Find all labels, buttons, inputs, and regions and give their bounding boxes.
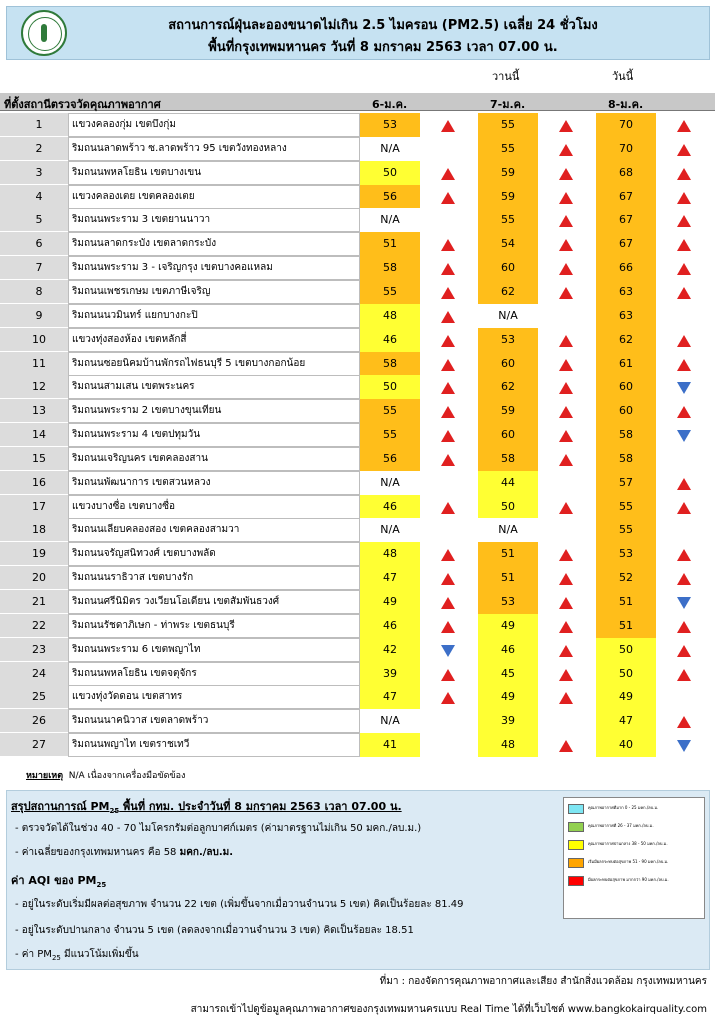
- pm25-value: N/A: [478, 304, 538, 328]
- table-row: [0, 137, 715, 161]
- pm25-value: 60: [596, 399, 656, 423]
- station-location: ริมถนนพระราม 6 เขตพญาไท: [68, 638, 360, 662]
- pm25-value: 56: [360, 185, 420, 209]
- trend-up-icon: [441, 669, 455, 681]
- legend-item-good: คุณภาพอากาศดี 26 - 37 มคก./ลบ.ม.: [568, 820, 702, 834]
- table-row: [0, 304, 715, 328]
- pm25-value: 50: [360, 375, 420, 399]
- pm25-value: 42: [360, 638, 420, 662]
- summary-average: - ค่าเฉลี่ยของกรุงเทพมหานคร คือ 58 มคก./ลบ.ม.: [15, 847, 234, 858]
- pm25-value: N/A: [360, 518, 420, 542]
- pm25-value: 52: [596, 566, 656, 590]
- pm25-value: 50: [360, 161, 420, 185]
- pm25-value: 48: [360, 542, 420, 566]
- pm25-value: 39: [360, 662, 420, 686]
- report-subtitle: พื้นที่กรุงเทพมหานคร วันที่ 8 มกราคม 2563 เวลา 07.00 น.: [208, 40, 558, 55]
- trend-up-icon: [559, 120, 573, 132]
- pm25-value: 62: [596, 328, 656, 352]
- trend-up-icon: [559, 215, 573, 227]
- pm25-value: 47: [596, 709, 656, 733]
- summary-title: สรุปสถานการณ์ $PM_{25}$ พื้นที่ กทม. ประจำวันที่ 8 มกราคม 2563 เวลา 07.00 น.: [11, 800, 402, 816]
- trend-up-icon: [677, 502, 691, 514]
- trend-up-icon: [677, 263, 691, 275]
- pm25-value: 46: [478, 638, 538, 662]
- trend-up-icon: [441, 311, 455, 323]
- table-row: [0, 685, 715, 709]
- station-location: ริมถนนนราธิวาส เขตบางรัก: [68, 566, 360, 590]
- pm25-value: 60: [478, 352, 538, 376]
- pm25-value: 60: [478, 256, 538, 280]
- station-location: ริมถนนสามเสน เขตพระนคร: [68, 375, 360, 399]
- pm25-value: N/A: [360, 471, 420, 495]
- trend-up-icon: [677, 359, 691, 371]
- day2-column-header: 7-ม.ค.: [490, 98, 526, 111]
- station-number: 10: [32, 332, 46, 346]
- trend-up-icon: [559, 692, 573, 704]
- table-header: [0, 93, 715, 111]
- pm25-value: 49: [596, 685, 656, 709]
- pm25-value: N/A: [360, 208, 420, 232]
- trend-up-icon: [677, 478, 691, 490]
- station-location: ริมถนนเลียบคลองสอง เขตคลองสามวา: [68, 518, 360, 542]
- aqi-title: ค่า AQI ของ $PM_{25}$: [11, 874, 107, 890]
- pm25-value: 48: [360, 304, 420, 328]
- table-row: [0, 662, 715, 686]
- table-row: [0, 161, 715, 185]
- trend-up-icon: [677, 335, 691, 347]
- trend-up-icon: [441, 192, 455, 204]
- pm25-value: 58: [596, 423, 656, 447]
- station-location: แขวงทุ่งสองห้อง เขตหลักสี่: [68, 328, 360, 352]
- trend-up-icon: [677, 406, 691, 418]
- trend-up-icon: [559, 430, 573, 442]
- trend-up-icon: [559, 597, 573, 609]
- pm25-value: 46: [360, 495, 420, 519]
- trend-down-icon: [677, 382, 691, 394]
- trend-up-icon: [441, 454, 455, 466]
- station-number: 20: [32, 571, 46, 585]
- table-row: [0, 518, 715, 542]
- station-location: ริมถนนเพชรเกษม เขตภาษีเจริญ: [68, 280, 360, 304]
- station-location: ริมถนนลาดพร้าว ซ.ลาดพร้าว 95 เขตวังทองหลาง: [68, 137, 360, 161]
- trend-up-icon: [441, 692, 455, 704]
- aqi-legend: [563, 797, 705, 919]
- trend-up-icon: [677, 168, 691, 180]
- table-row: [0, 590, 715, 614]
- trend-up-icon: [559, 192, 573, 204]
- station-number: 26: [32, 714, 46, 728]
- trend-up-icon: [441, 573, 455, 585]
- pm25-value: 62: [478, 280, 538, 304]
- station-location: ริมถนนเจริญนคร เขตคลองสาน: [68, 447, 360, 471]
- pm25-value: 47: [360, 566, 420, 590]
- trend-up-icon: [677, 573, 691, 585]
- station-location: ริมถนนพหลโยธิน เขตบางเขน: [68, 161, 360, 185]
- pm25-value: 68: [596, 161, 656, 185]
- trend-up-icon: [677, 144, 691, 156]
- station-number: 23: [32, 642, 46, 656]
- trend-up-icon: [559, 359, 573, 371]
- pm25-value: 44: [478, 471, 538, 495]
- data-source: ที่มา : กองจัดการคุณภาพอากาศและเสียง สำนักสิ่งแวดล้อม กรุงเทพมหานคร: [379, 976, 707, 987]
- table-row: [0, 542, 715, 566]
- trend-up-icon: [441, 549, 455, 561]
- pm25-value: 55: [478, 113, 538, 137]
- pm25-value: 62: [478, 375, 538, 399]
- table-row: [0, 256, 715, 280]
- station-number: 3: [35, 165, 43, 179]
- station-location: แขวงบางซื่อ เขตบางซื่อ: [68, 495, 360, 519]
- trend-up-icon: [677, 215, 691, 227]
- pm25-value: 45: [478, 662, 538, 686]
- station-location: แขวงคลองเตย เขตคลองเตย: [68, 185, 360, 209]
- trend-up-icon: [677, 120, 691, 132]
- pm25-value: 70: [596, 137, 656, 161]
- pm25-value: 55: [360, 423, 420, 447]
- table-row: [0, 375, 715, 399]
- pm25-value: 58: [360, 256, 420, 280]
- aqi-unhealthy-count: - อยู่ในระดับเริ่มมีผลต่อสุขภาพ จำนวน 22 เขต (เพิ่มขึ้นจากเมื่อวานจำนวน 5 เขต) คิดเป็นร้อยละ 81.49: [15, 899, 464, 910]
- trend-up-icon: [441, 621, 455, 633]
- pm25-value: 54: [478, 232, 538, 256]
- table-row: [0, 614, 715, 638]
- station-location: ริมถนนพระราม 3 - เจริญกรุง เขตบางคอแหลม: [68, 256, 360, 280]
- legend-item-unhealthy: มีผลกระทบต่อสุขภาพ มากกว่า 90 มคก./ลบ.ม.: [568, 874, 702, 888]
- trend-up-icon: [559, 239, 573, 251]
- table-row: [0, 328, 715, 352]
- pm25-value: 53: [478, 328, 538, 352]
- pm25-value: 59: [478, 185, 538, 209]
- trend-up-icon: [441, 335, 455, 347]
- pm25-value: 67: [596, 185, 656, 209]
- day3-column-header: 8-ม.ค.: [608, 98, 644, 111]
- pm25-value: 49: [478, 614, 538, 638]
- trend-up-icon: [677, 287, 691, 299]
- trend-up-icon: [559, 454, 573, 466]
- pm25-value: 66: [596, 256, 656, 280]
- bma-logo-icon: [21, 10, 67, 56]
- trend-up-icon: [441, 597, 455, 609]
- station-location: ริมถนนซอยนิคมบ้านพักรถไฟธนบุรี 5 เขตบางกอกน้อย: [68, 352, 360, 376]
- pm25-value: 51: [360, 232, 420, 256]
- station-number: 5: [35, 213, 43, 227]
- station-number: 4: [35, 189, 43, 203]
- table-row: [0, 471, 715, 495]
- trend-down-icon: [677, 597, 691, 609]
- table-row: [0, 447, 715, 471]
- pm25-value: 51: [596, 614, 656, 638]
- pm25-value: N/A: [360, 137, 420, 161]
- station-location: ริมถนนพัฒนาการ เขตสวนหลวง: [68, 471, 360, 495]
- trend-up-icon: [441, 168, 455, 180]
- trend-up-icon: [441, 406, 455, 418]
- table-row: [0, 566, 715, 590]
- legend-item-very-good: คุณภาพอากาศดีมาก 0 - 25 มคก./ลบ.ม.: [568, 802, 702, 816]
- table-row: [0, 113, 715, 137]
- station-number: 22: [32, 618, 46, 632]
- station-number: 1: [35, 118, 43, 131]
- table-row: [0, 232, 715, 256]
- trend-up-icon: [559, 669, 573, 681]
- trend-up-icon: [677, 716, 691, 728]
- trend-up-icon: [559, 502, 573, 514]
- trend-up-icon: [559, 168, 573, 180]
- station-number: 16: [32, 475, 46, 489]
- pm25-value: 53: [478, 590, 538, 614]
- pm25-value: 53: [596, 542, 656, 566]
- station-location: ริมถนนนวมินทร์ แยกบางกะปิ: [68, 304, 360, 328]
- pm25-value: 67: [596, 208, 656, 232]
- table-row: [0, 638, 715, 662]
- trend-up-icon: [677, 192, 691, 204]
- trend-up-icon: [441, 502, 455, 514]
- trend-up-icon: [677, 549, 691, 561]
- pm25-value: 55: [596, 518, 656, 542]
- station-location: ริมถนนพระราม 4 เขตปทุมวัน: [68, 423, 360, 447]
- station-location: แขวงทุ่งวัดดอน เขตสาทร: [68, 685, 360, 709]
- trend-up-icon: [559, 645, 573, 657]
- station-location: ริมถนนพระราม 2 เขตบางขุนเทียน: [68, 399, 360, 423]
- pm25-value: 48: [478, 733, 538, 757]
- pm25-value: 63: [596, 304, 656, 328]
- pm25-value: 60: [478, 423, 538, 447]
- station-number: 2: [35, 141, 43, 155]
- yesterday-label: วานนี้: [492, 70, 520, 83]
- station-number: 24: [32, 666, 46, 680]
- station-number: 7: [35, 261, 43, 275]
- station-number: 21: [32, 595, 46, 608]
- legend-item-unhealthy-sensitive: เริ่มมีผลกระทบต่อสุขภาพ 51 - 90 มคก./ลบ.ม.: [568, 856, 702, 870]
- pm25-value: 51: [478, 566, 538, 590]
- pm25-value: 46: [360, 614, 420, 638]
- pm25-value: 39: [478, 709, 538, 733]
- station-number: 12: [32, 380, 46, 394]
- trend-up-icon: [677, 239, 691, 251]
- station-number: 18: [32, 523, 46, 537]
- table-row: [0, 423, 715, 447]
- station-number: 6: [35, 237, 43, 251]
- pm25-value: 55: [478, 208, 538, 232]
- pm25-value: 41: [360, 733, 420, 757]
- trend-up-icon: [559, 287, 573, 299]
- pm25-value: 55: [360, 280, 420, 304]
- pm25-value: 55: [596, 495, 656, 519]
- pm25-value: 49: [360, 590, 420, 614]
- pm25-value: 57: [596, 471, 656, 495]
- pm25-value: 53: [360, 113, 420, 137]
- station-number: 14: [32, 428, 46, 442]
- table-row: [0, 352, 715, 376]
- pm25-value: 70: [596, 113, 656, 137]
- station-number: 19: [32, 547, 46, 561]
- trend-up-icon: [559, 382, 573, 394]
- pm25-value: 55: [360, 399, 420, 423]
- station-location: ริมถนนรัชดาภิเษก - ท่าพระ เขตธนบุรี: [68, 614, 360, 638]
- pm25-value: 46: [360, 328, 420, 352]
- pm25-value: 59: [478, 161, 538, 185]
- aqi-moderate-count: - อยู่ในระดับปานกลาง จำนวน 5 เขต (ลดลงจากเมื่อวานจำนวน 3 เขต) คิดเป็นร้อยละ 18.51: [15, 925, 414, 936]
- pm25-value: 56: [360, 447, 420, 471]
- station-location: ริมถนนนาคนิวาส เขตลาดพร้าว: [68, 709, 360, 733]
- trend-down-icon: [677, 430, 691, 442]
- trend-up-icon: [441, 287, 455, 299]
- pm25-value: N/A: [360, 709, 420, 733]
- note-label: หมายเหตุ: [26, 771, 64, 781]
- location-column-header: ที่ตั้งสถานีตรวจวัดคุณภาพอากาศ: [4, 98, 161, 111]
- trend-up-icon: [441, 120, 455, 132]
- station-number: 27: [32, 738, 46, 752]
- station-number: 11: [32, 356, 46, 370]
- trend-up-icon: [441, 430, 455, 442]
- trend-up-icon: [559, 740, 573, 752]
- trend-up-icon: [559, 549, 573, 561]
- website-footer: สามารถเข้าไปดูข้อมูลคุณภาพอากาศของกรุงเทพมหานครแบบ Real Time ได้ที่เว็บไซต์ www.bangkokairquality.com: [190, 1004, 707, 1015]
- station-number: 17: [32, 499, 46, 513]
- station-location: ริมถนนศรีนิมิตร วงเวียนโอเดียน เขตสัมพันธวงศ์: [68, 590, 360, 614]
- trend-down-icon: [441, 645, 455, 657]
- trend-up-icon: [559, 263, 573, 275]
- pm25-value: 58: [478, 447, 538, 471]
- pm25-value: 49: [478, 685, 538, 709]
- trend-up-icon: [559, 335, 573, 347]
- trend-up-icon: [677, 621, 691, 633]
- pm25-value: 50: [478, 495, 538, 519]
- pm-trend: - ค่า $PM_{25}$ มีแนวโน้มเพิ่มขึ้น: [15, 949, 139, 962]
- table-note: [26, 768, 185, 782]
- trend-up-icon: [559, 144, 573, 156]
- station-number: 9: [35, 308, 43, 322]
- today-label: วันนี้: [612, 70, 634, 83]
- pm25-value: 50: [596, 662, 656, 686]
- summary-box: [6, 790, 710, 970]
- trend-up-icon: [559, 621, 573, 633]
- pm25-value: 61: [596, 352, 656, 376]
- pm25-value: 59: [478, 399, 538, 423]
- table-row: [0, 495, 715, 519]
- note-text: N/A เนื่องจากเครื่องมือขัดข้อง: [68, 771, 186, 781]
- table-row: [0, 399, 715, 423]
- pm25-value: 58: [596, 447, 656, 471]
- pm25-value: 50: [596, 638, 656, 662]
- station-location: ริมถนนจรัญสนิทวงศ์ เขตบางพลัด: [68, 542, 360, 566]
- table-row: [0, 185, 715, 209]
- pm25-value: 40: [596, 733, 656, 757]
- trend-up-icon: [559, 573, 573, 585]
- trend-up-icon: [441, 239, 455, 251]
- trend-up-icon: [677, 669, 691, 681]
- pm25-value: 63: [596, 280, 656, 304]
- legend-item-moderate: คุณภาพอากาศปานกลาง 38 - 50 มคก./ลบ.ม.: [568, 838, 702, 852]
- table-row: [0, 208, 715, 232]
- station-number: 13: [32, 404, 46, 418]
- station-location: ริมถนนพหลโยธิน เขตจตุจักร: [68, 662, 360, 686]
- pm25-value: 58: [360, 352, 420, 376]
- table-row: [0, 280, 715, 304]
- station-location: แขวงคลองกุ่ม เขตบึงกุ่ม: [68, 113, 360, 137]
- pm25-value: 51: [478, 542, 538, 566]
- station-number: 25: [32, 690, 46, 704]
- summary-range: - ตรวจวัดได้ในช่วง 40 - 70 ไมโครกรัมต่อลูกบาศก์เมตร (ค่ามาตรฐานไม่เกิน 50 มคก./ลบ.ม.): [15, 823, 422, 834]
- report-title: สถานการณ์ฝุ่นละอองขนาดไม่เกิน 2.5 ไมครอน (PM2.5) เฉลี่ย 24 ชั่วโมง: [168, 18, 598, 33]
- pm25-value: 55: [478, 137, 538, 161]
- report-header: [6, 6, 710, 60]
- pm25-value: 51: [596, 590, 656, 614]
- trend-up-icon: [441, 382, 455, 394]
- pm25-value: 60: [596, 375, 656, 399]
- trend-up-icon: [441, 263, 455, 275]
- pm25-value: 47: [360, 685, 420, 709]
- pm25-value: 67: [596, 232, 656, 256]
- station-number: 15: [32, 451, 46, 465]
- station-number: 8: [35, 284, 43, 298]
- station-location: ริมถนนพญาไท เขตราชเทวี: [68, 733, 360, 757]
- trend-up-icon: [441, 359, 455, 371]
- pm25-value: N/A: [478, 518, 538, 542]
- station-location: ริมถนนลาดกระบัง เขตลาดกระบัง: [68, 232, 360, 256]
- table-row: [0, 733, 715, 757]
- table-row: [0, 709, 715, 733]
- trend-down-icon: [677, 740, 691, 752]
- trend-up-icon: [677, 645, 691, 657]
- station-location: ริมถนนพระราม 3 เขตยานนาวา: [68, 208, 360, 232]
- day1-column-header: 6-ม.ค.: [372, 98, 408, 111]
- trend-up-icon: [559, 406, 573, 418]
